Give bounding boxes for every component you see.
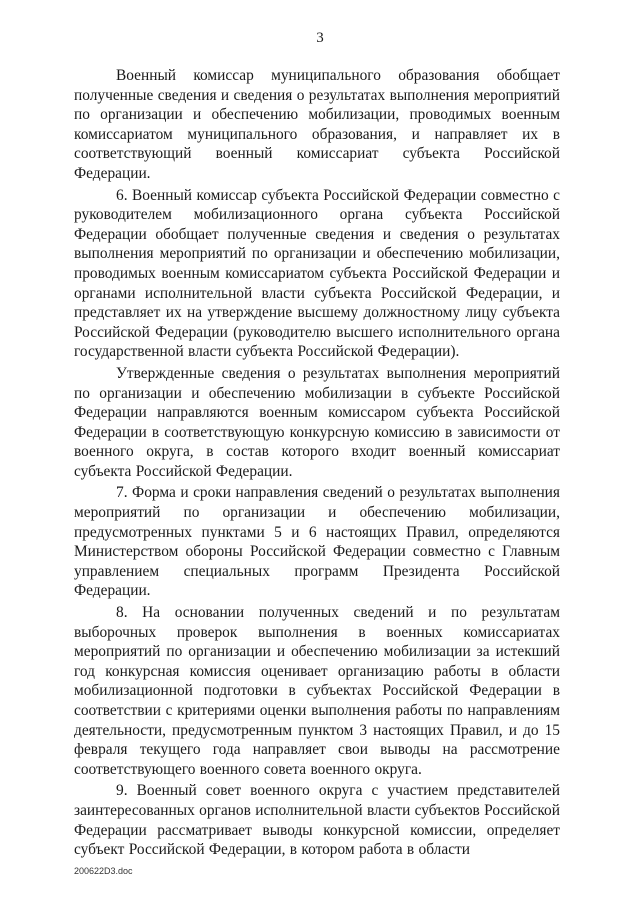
paragraph-municipal-commissar: Военный комиссар муниципального образования обобщает полученные сведения и сведения о результатах выполнения мероприятий по организации и обеспечению мобилизации, проводимых военным комиссариатом муниципального образования, и направляет их в соответствующий военный комиссариат субъекта Российской Федерации. <box>74 67 560 182</box>
paragraph-item-9: 9. Военный совет военного округа с участием представителей заинтересованных органов исполнительной власти субъектов Российской Федерации рассматривает выводы конкурсной комиссии, определяет субъект Российской Федерации, в котором работа в области <box>74 782 560 859</box>
paragraph-item-6: 6. Военный комиссар субъекта Российской Федерации совместно с руководителем мобилизационного органа субъекта Российской Федерации обобщает полученные сведения и сведения о результатах выполнения мероприятий по организации и обеспечению мобилизации, проводимых военным комиссариатом субъекта Российской Федерации и органами исполнительной власти субъекта Российской Федерации, и представляет их на утверждение высшему должностному лицу субъекта Российской Федерации (руководителю высшего исполнительного органа государственной власти субъекта Российской Федерации). <box>74 186 560 361</box>
page-number: 3 <box>316 30 324 46</box>
paragraph-item-7: 7. Форма и сроки направления сведений о результатах выполнения мероприятий по организации и обеспечению мобилизации, предусмотренных пунктами 5 и 6 настоящих Правил, определяются Министерством обороны Российской Федерации совместно с Главным управлением специальных программ Президента Российской Федерации. <box>74 484 560 600</box>
footer-file-name: 200622D3.doc <box>74 866 133 876</box>
body-text <box>74 66 560 862</box>
paragraph-item-8: 8. На основании полученных сведений и по результатам выборочных проверок выполнения в военных комиссариатах мероприятий по организации и обеспечению мобилизации за истекший год конкурсная комиссия оценивает организацию работы в области мобилизационной подготовки в субъектах Российской Федерации в соответствии с критериями оценки выполнения работы по направлениям деятельности, предусмотренным пунктом 3 настоящих Правил, и до 15 февраля текущего года направляет свои выводы на рассмотрение соответствующего военного совета военного округа. <box>74 604 560 778</box>
paragraph-approved-info: Утвержденные сведения о результатах выполнения мероприятий по организации и обеспечению мобилизации в субъекте Российской Федерации направляются военным комиссаром субъекта Российской Федерации в соответствующую конкурсную комиссию в зависимости от военного округа, в состав которого входит военный комиссариат субъекта Российской Федерации. <box>74 364 560 480</box>
